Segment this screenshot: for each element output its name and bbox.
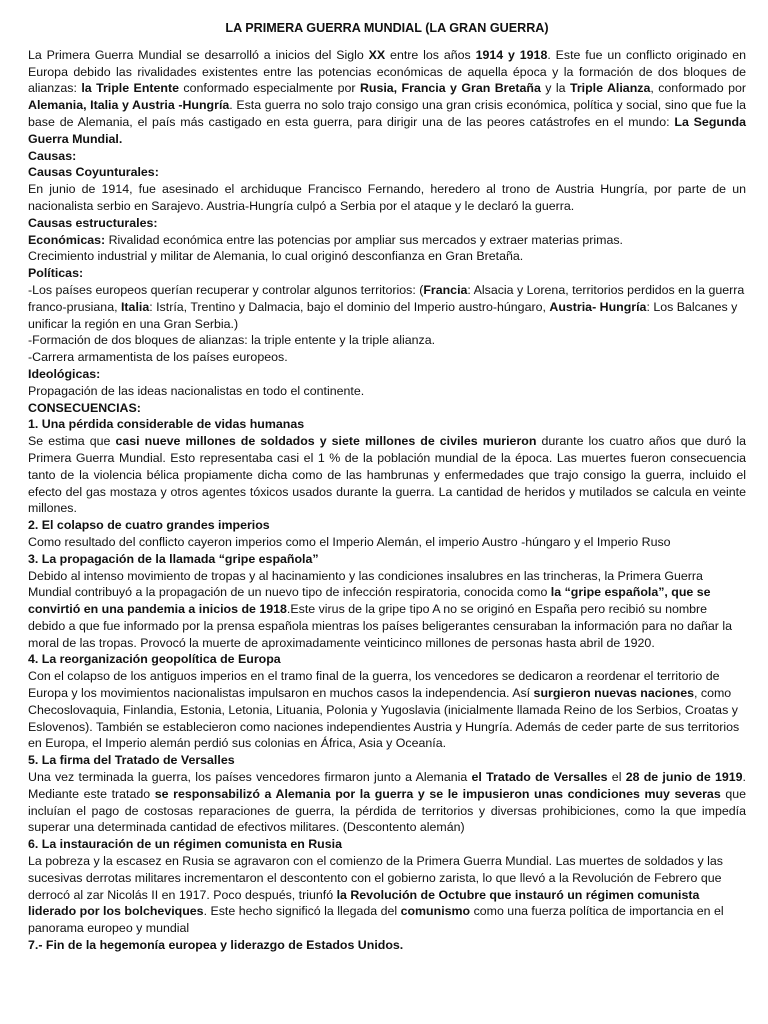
- consecuencia-7-heading: 7.- Fin de la hegemonía europea y liderazgo de Estados Unidos.: [28, 938, 404, 953]
- consecuencia-1-text: Se estima que casi nueve millones de soldados y siete millones de civiles murieron durante los cuatro años que duró la Primera Guerra Mundial. Esto representaba casi el 1 % de la población mundial de la época. Las muertes fueron consecuencia tanto de la violencia bélica propiamente dicha como de las hambrunas y enfermedades que trajo consigo la guerra, incluido el efecto del gas mostaza y otros agentes tóxicos usados durante la guerra. La cantidad de heridos y mutilados se calcula en veinte millones.: [28, 434, 747, 516]
- consecuencia-2-text: Como resultado del conflicto cayeron imperios como el Imperio Alemán, el imperio Austro -húngaro y el Imperio Ruso: [28, 534, 671, 549]
- consecuencia-2-heading: 2. El colapso de cuatro grandes imperios: [28, 518, 270, 533]
- consecuencia-1-heading: 1. Una pérdida considerable de vidas humanas: [28, 417, 305, 432]
- politicas-heading: Políticas:: [28, 266, 84, 281]
- causas-heading: Causas:: [28, 148, 77, 163]
- consecuencia-6-text: La pobreza y la escasez en Rusia se agravaron con el comienzo de la Primera Guerra Mundial. Las muertes de soldados y las sucesivas derrotas militares incrementaron el descontento con el gobierno zarista, lo que llevó a la Revolución de Febrero que derrocó al zar Nicolás II en 1917. Poco después, triunfó la Revolución de Octubre que instauró un régimen comunista liderado por los bolcheviques. Este hecho significó la llegada del comunismo como una fuerza política de importancia en el panorama europeo y mundial: [28, 854, 724, 936]
- consecuencia-3-heading: 3. La propagación de la llamada “gripe española”: [28, 551, 319, 566]
- politicas-item-1: -Los países europeos querían recuperar y controlar algunos territorios: (Francia: Alsacia y Lorena, territorios perdidos en la guerra franco-prusiana, Italia: Istría, Trentino y Dalmacia, bajo el dominio del Imperio austro-húngaro, Austria- Hungría: Los Balcanes y unificar la región en una Gran Serbia.): [28, 282, 745, 331]
- consecuencia-5-text: Una vez terminada la guerra, los países vencedores firmaron junto a Alemania el Tratado de Versalles el 28 de junio de 1919. Mediante este tratado se responsabilizó a Alemania por la guerra y se le impusieron unas condiciones muy severas que incluían el pago de costosas reparaciones de guerra, la pérdida de territorios y diversas prohibiciones, como la que impedía superar una determinada cantidad de efectivos militares. (Descontento alemán): [28, 770, 746, 835]
- causas-coyunturales-heading: Causas Coyunturales:: [28, 165, 159, 180]
- consecuencia-4-heading: 4. La reorganización geopolítica de Europa: [28, 652, 281, 667]
- consecuencia-5-heading: 5. La firma del Tratado de Versalles: [28, 753, 235, 768]
- consecuencia-6-heading: 6. La instauración de un régimen comunista en Rusia: [28, 837, 342, 852]
- consecuencia-3-text: Debido al intenso movimiento de tropas y al hacinamiento y las condiciones insalubres en las trincheras, la Primera Guerra Mundial contribuyó a la propagación de un nuevo tipo de infección respiratoria, conocida como la “gripe española”, que se convirtió en una pandemia a inicios de 1918.Este virus de la gripe tipo A no se originó en España pero recibió su nombre debido a que fue informado por la prensa española mientras los países beligerantes censuraban la información para no dañar la moral de las tropas. Provocó la muerte de aproximadamente veinticinco millones de personas hasta abril de 1920.: [28, 568, 732, 650]
- ideologicas-text: Propagación de las ideas nacionalistas en todo el continente.: [28, 383, 365, 398]
- causas-estructurales-heading: Causas estructurales:: [28, 215, 158, 230]
- document-title: LA PRIMERA GUERRA MUNDIAL (LA GRAN GUERRA): [225, 21, 549, 35]
- causas-coyunturales-text: En junio de 1914, fue asesinado el archiduque Francisco Fernando, heredero al trono de Austria Hungría, por parte de un nacionalista serbio en Sarajevo. Austria-Hungría culpó a Serbia por el ataque y le declaró la guerra.: [28, 182, 746, 213]
- ideologicas-heading: Ideológicas:: [28, 366, 101, 381]
- politicas-item-2: -Formación de dos bloques de alianzas: la triple entente y la triple alianza.: [28, 333, 436, 348]
- causas-economicas-text: Económicas: Rivalidad económica entre las potencias por ampliar sus mercados y extraer materias primas.: [28, 232, 623, 247]
- intro-paragraph: La Primera Guerra Mundial se desarrolló a inicios del Siglo XX entre los años 1914 y 1918. Este fue un conflicto originado en Europa debido las rivalidades existentes entre las potencias económicas de aquella época y la formación de dos bloques de alianzas: la Triple Entente conformado especialmente por Rusia, Francia y Gran Bretaña y la Triple Alianza, conformado por Alemania, Italia y Austria -Hungría. Esta guerra no solo trajo consigo una gran crisis económica, política y social, sino que fue la base de Alemania, el país más castigado en esta guerra, para dirigir una de las peores catástrofes en el mundo: La Segunda Guerra Mundial.: [28, 47, 746, 146]
- politicas-item-3: -Carrera armamentista de los países europeos.: [28, 350, 288, 365]
- consecuencia-4-text: Con el colapso de los antiguos imperios en el tramo final de la guerra, los vencedores se dedicaron a reordenar el territorio de Europa y los movimientos nacionalistas impulsaron en muchos casos la independencia. Así surgieron nuevas naciones, como Checoslovaquia, Finlandia, Estonia, Letonia, Lituania, Polonia y Yugoslavia (inicialmente llamada Reino de los Serbios, Croatas y Eslovenos). También se establecieron como naciones independientes Austria y Hungría. Además de ceder parte de sus territorios en Europa, el Imperio alemán perdió sus colonias en África, Asia y Oceanía.: [28, 669, 740, 751]
- crecimiento-text: Crecimiento industrial y militar de Alemania, lo cual originó desconfianza en Gran Bretaña.: [28, 249, 524, 264]
- consecuencias-heading: CONSECUENCIAS:: [28, 400, 141, 415]
